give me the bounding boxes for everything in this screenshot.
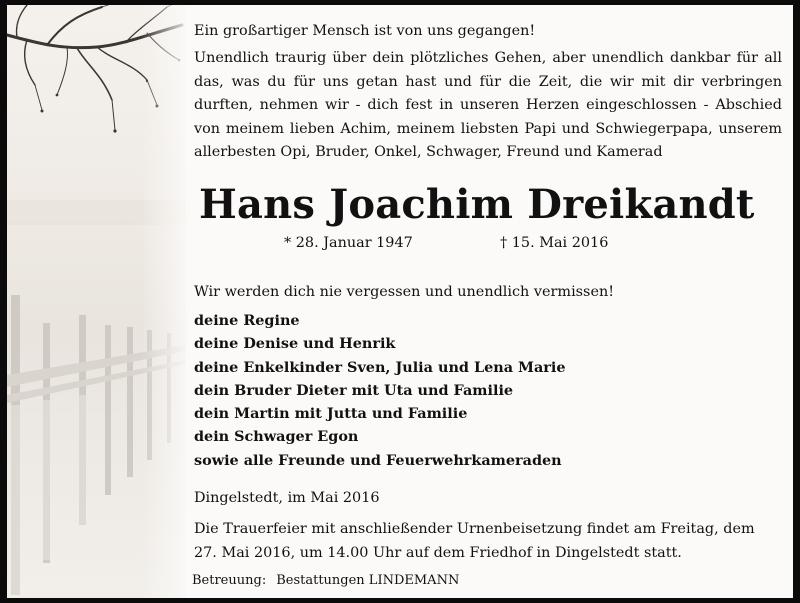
betreuung-label: Betreuung: bbox=[192, 573, 267, 588]
mourner-item: deine Enkelkinder Sven, Julia und Lena Marie bbox=[194, 358, 566, 376]
obituary-notice bbox=[7, 5, 793, 598]
service-line-2: 27. Mai 2016, um 14.00 Uhr auf dem Friedhof in Dingelstedt statt. bbox=[194, 544, 682, 561]
mourner-item: dein Schwager Egon bbox=[194, 428, 359, 446]
lead-paragraph: Unendlich traurig über dein plötzliches Gehen, aber unendlich dankbar für all das, was du für uns getan hast und für die Zeit, die wir mit dir verbringen durften, nehmen wir - dich fest in unseren Herzen eingeschlossen - Abschied von meinem lieben Achim, meinem liebsten Papi und Schwiegerpapa, unserem allerbesten Opi, Bruder, Onkel, Schwager, Freund und Kamerad bbox=[194, 50, 782, 160]
mourner-item: dein Bruder Dieter mit Uta und Familie bbox=[194, 381, 514, 399]
funeral-home-credit bbox=[192, 573, 459, 588]
service-line-1: Die Trauerfeier mit anschließender Urnenbeisetzung findet am Freitag, dem bbox=[194, 521, 755, 537]
death-date: † 15. Mai 2016 bbox=[500, 235, 609, 251]
mourners-list bbox=[194, 309, 566, 472]
misty-lake-jetty-image bbox=[7, 5, 186, 598]
remembrance-line: Wir werden dich nie vergessen und unendlich vermissen! bbox=[194, 284, 615, 300]
service-info bbox=[194, 518, 755, 565]
mourner-item: deine Regine bbox=[194, 312, 300, 329]
mourner-item: dein Martin mit Jutta und Familie bbox=[194, 405, 468, 423]
mourner-item: sowie alle Freunde und Feuerwehrkameraden bbox=[194, 451, 562, 469]
intro-line: Ein großartiger Mensch ist von uns gegangen! bbox=[194, 23, 536, 39]
deceased-name: Hans Joachim Dreikandt bbox=[199, 181, 755, 228]
place-and-date: Dingelstedt, im Mai 2016 bbox=[194, 490, 380, 506]
mourner-item: deine Denise und Henrik bbox=[194, 335, 396, 353]
funeral-home-name: Bestattungen LINDEMANN bbox=[276, 573, 460, 588]
birth-date: * 28. Januar 1947 bbox=[284, 235, 413, 251]
